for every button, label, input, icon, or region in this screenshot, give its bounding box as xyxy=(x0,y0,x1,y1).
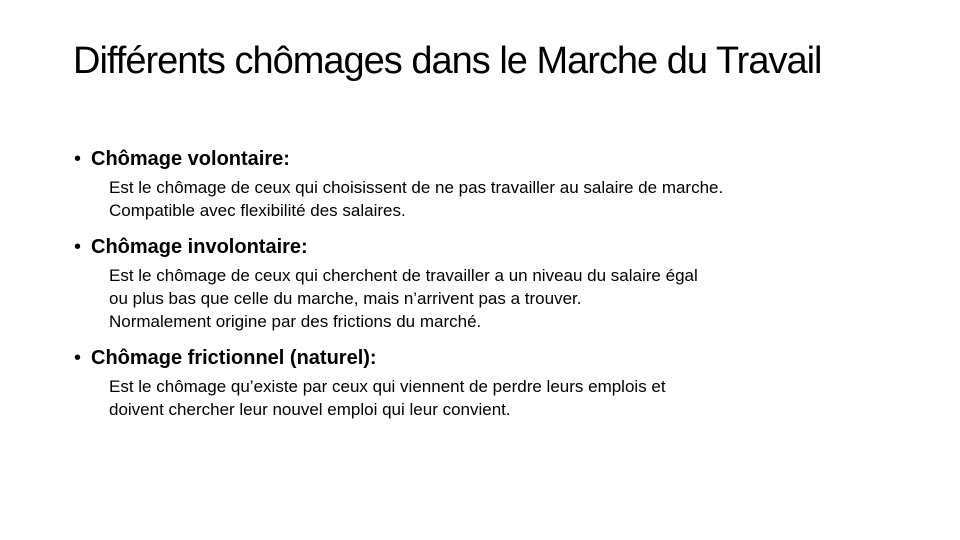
item-description xyxy=(109,264,894,333)
item-heading: Chômage volontaire: xyxy=(91,148,290,170)
list-item-volontaire xyxy=(74,146,894,222)
item-heading-row xyxy=(74,146,894,172)
item-heading-row xyxy=(74,345,894,371)
item-heading: Chômage involontaire: xyxy=(91,236,308,258)
description-line: Est le chômage de ceux qui choisissent de ne pas travailler au salaire de marche. xyxy=(109,178,724,197)
description-line: Est le chômage qu’existe par ceux qui viennent de perdre leurs emplois et xyxy=(109,377,666,396)
slide-title: Différents chômages dans le Marche du Travail xyxy=(73,40,822,82)
list-item-frictionnel xyxy=(74,345,894,421)
item-description xyxy=(109,375,894,421)
description-line: ou plus bas que celle du marche, mais n’arrivent pas a trouver. xyxy=(109,289,582,308)
description-line: doivent chercher leur nouvel emploi qui leur convient. xyxy=(109,400,511,419)
bullet-icon: • xyxy=(74,148,82,170)
item-heading-row xyxy=(74,234,894,260)
bullet-icon: • xyxy=(74,347,82,369)
bullet-list xyxy=(74,146,894,421)
item-description xyxy=(109,176,894,222)
description-line: Normalement origine par des frictions du marché. xyxy=(109,312,482,331)
item-heading: Chômage frictionnel (naturel): xyxy=(91,347,377,369)
bullet-icon: • xyxy=(74,236,82,258)
list-item-involontaire xyxy=(74,234,894,333)
description-line: Compatible avec flexibilité des salaires. xyxy=(109,201,406,220)
description-line: Est le chômage de ceux qui cherchent de travailler a un niveau du salaire égal xyxy=(109,266,698,285)
